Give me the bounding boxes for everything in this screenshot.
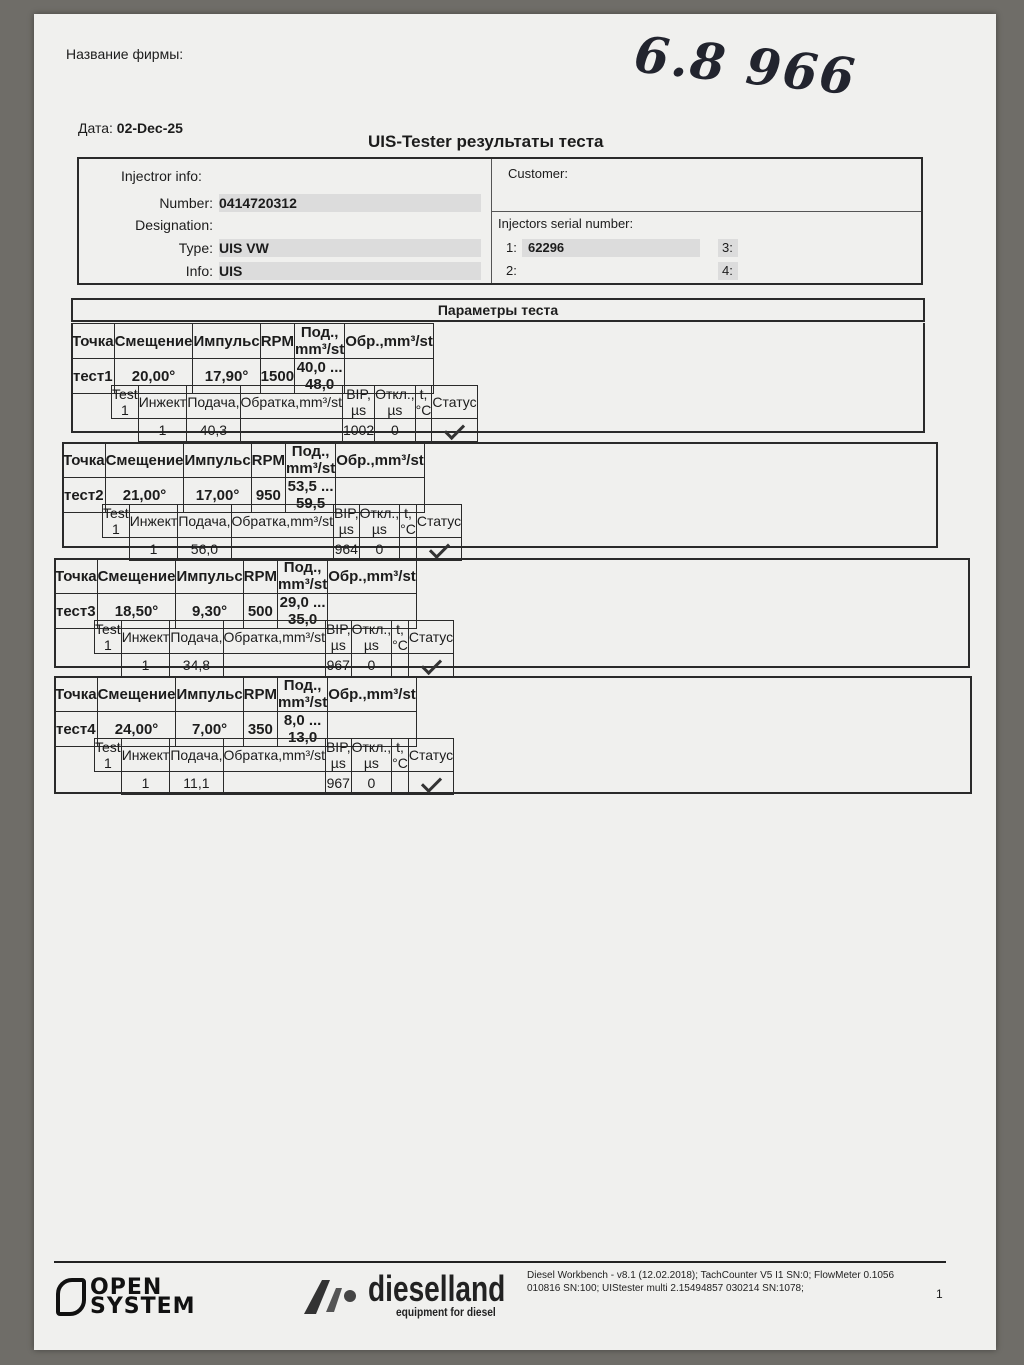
- param-pulse: 17,00°: [184, 478, 251, 513]
- result-backflow: [223, 772, 325, 795]
- customer-row: [492, 159, 921, 212]
- column-header: Смещение: [97, 677, 176, 712]
- column-header: Обр.,mm³/st: [328, 677, 417, 712]
- result-injector: 1: [138, 419, 187, 442]
- result-value-row: [95, 654, 454, 677]
- result-deviation: 0: [375, 419, 416, 442]
- type-value: UIS VW: [219, 240, 269, 256]
- result-supply: 40,3: [187, 419, 240, 442]
- result-column-header: Откл., µs: [359, 505, 400, 537]
- checkmark-icon: [420, 654, 441, 675]
- result-column-header: Инжект: [121, 739, 170, 772]
- param-offset: 24,00°: [97, 712, 176, 747]
- param-pulse: 9,30°: [176, 594, 243, 629]
- column-header: Точка: [55, 559, 98, 594]
- result-column-header: Откл., µs: [351, 739, 392, 771]
- column-header: Под., mm³/st: [295, 324, 345, 358]
- result-deviation: 0: [351, 772, 392, 795]
- column-header: Точка: [63, 443, 106, 478]
- result-temp: [415, 419, 432, 442]
- param-rpm: 500: [243, 594, 277, 629]
- test-result-table: [94, 738, 454, 795]
- software-info: Diesel Workbench - v8.1 (12.02.2018); TachCounter V5 I1 SN:0; FlowMeter 0.1056 010816 SN:100; UIStester multi 2.15494857 030214 SN:1078;: [527, 1270, 895, 1294]
- result-column-header: Откл., µs: [351, 621, 392, 653]
- date-value: 02-Dec-25: [116, 120, 183, 136]
- result-backflow: [223, 654, 325, 677]
- result-temp: [392, 654, 409, 677]
- param-delivery: 8,0 ... 13,0: [278, 712, 328, 747]
- param-point: тест4: [55, 712, 98, 747]
- param-delivery: 53,5 ... 59,5: [286, 478, 336, 513]
- checkmark-icon: [428, 538, 449, 559]
- column-header: RPM: [260, 324, 294, 359]
- result-bip: 967: [325, 772, 351, 795]
- result-spacer: [112, 419, 139, 442]
- result-temp: [392, 772, 409, 795]
- result-status: [408, 772, 453, 795]
- customer-panel: [492, 159, 921, 283]
- test-sub-label: Test 1: [112, 386, 138, 418]
- result-column-header: Обратка,mm³/st: [223, 621, 325, 654]
- result-injector: 1: [121, 772, 170, 795]
- param-offset: 18,50°: [97, 594, 176, 629]
- result-column-header: t,°C: [400, 505, 416, 537]
- result-injector: 1: [129, 538, 178, 561]
- result-column-header: Статус: [408, 621, 453, 654]
- column-header: RPM: [243, 677, 277, 712]
- result-column-header: Подача,: [187, 386, 240, 419]
- serials-label: Injectors serial number:: [498, 216, 634, 231]
- column-header: Обр.,mm³/st: [328, 559, 417, 594]
- result-column-header: Подача,: [178, 505, 231, 538]
- column-header: Импульс: [176, 677, 243, 712]
- dieselland-logo-icon: [300, 1276, 358, 1316]
- open-system-line2: SYSTEM: [90, 1294, 196, 1319]
- result-column-header: Подача,: [170, 621, 223, 654]
- test-sub-label: Test 1: [95, 739, 121, 771]
- test-result-table: [102, 504, 462, 561]
- test-result-table: [94, 620, 454, 677]
- param-rpm: 350: [243, 712, 277, 747]
- footer-divider: [54, 1261, 946, 1263]
- result-column-header: Инжект: [121, 621, 170, 654]
- params-header-row: [55, 677, 417, 712]
- checkmark-icon: [444, 419, 465, 440]
- param-point: тест3: [55, 594, 98, 629]
- result-column-header: BIP, µs: [325, 739, 351, 771]
- result-supply: 56,0: [178, 538, 231, 561]
- page-number: 1: [936, 1287, 943, 1301]
- result-column-header: BIP, µs: [342, 386, 374, 419]
- result-deviation: 0: [351, 654, 392, 677]
- column-header: Обр.,mm³/st: [336, 443, 425, 478]
- info-shade: [219, 262, 481, 280]
- result-bip: 964: [333, 538, 359, 561]
- param-point: тест2: [63, 478, 106, 513]
- result-column-header: BIP, µs: [325, 621, 351, 653]
- param-point: тест1: [72, 359, 115, 394]
- column-header: Обр.,mm³/st: [345, 324, 434, 359]
- param-pulse: 17,90°: [193, 359, 260, 394]
- serial2-label: 2:: [506, 263, 517, 278]
- serial1-label: 1:: [506, 240, 517, 255]
- result-column-header: Обратка,mm³/st: [240, 386, 342, 419]
- test-sub-label: Test 1: [95, 621, 121, 653]
- test-sub-label: Test 1: [103, 505, 129, 537]
- column-header: RPM: [251, 443, 285, 478]
- param-rpm: 950: [251, 478, 285, 513]
- result-column-header: Статус: [432, 386, 477, 419]
- designation-label: Designation:: [135, 217, 213, 233]
- result-status: [408, 654, 453, 677]
- result-injector: 1: [121, 654, 170, 677]
- column-header: Смещение: [97, 559, 176, 594]
- document-page: [34, 14, 996, 1350]
- result-supply: 11,1: [170, 772, 223, 795]
- result-bip: 1002: [342, 419, 374, 442]
- serial4-label: 4:: [722, 263, 733, 278]
- test-params-table: [71, 323, 434, 394]
- open-system-logo: [56, 1275, 196, 1319]
- param-rpm: 1500: [260, 359, 294, 394]
- param-delivery: 29,0 ... 35,0: [278, 594, 328, 629]
- column-header: Импульс: [193, 324, 260, 359]
- dieselland-brand: dieselland: [368, 1268, 506, 1309]
- column-header: Смещение: [114, 324, 193, 359]
- result-supply: 34,8: [170, 654, 223, 677]
- result-column-header: t,°C: [392, 621, 408, 653]
- result-column-header: t,°C: [392, 739, 408, 771]
- result-column-header: Обратка,mm³/st: [223, 739, 325, 772]
- test-params-table: [54, 676, 417, 747]
- date-label: Дата:: [78, 120, 113, 136]
- result-backflow: [240, 419, 342, 442]
- column-header: Импульс: [176, 559, 243, 594]
- number-value: 0414720312: [219, 195, 297, 211]
- customer-label: Customer:: [508, 166, 568, 181]
- param-delivery: 40,0 ... 48,0: [295, 359, 345, 394]
- result-column-header: t,°C: [415, 386, 432, 418]
- document-title: UIS-Tester результаты теста: [368, 132, 604, 151]
- test-result-table: [111, 385, 478, 442]
- result-header-row: [103, 505, 462, 538]
- result-header-row: [95, 739, 454, 772]
- column-header: Точка: [55, 677, 98, 712]
- result-deviation: 0: [359, 538, 400, 561]
- column-header: Под., mm³/st: [278, 677, 328, 711]
- result-column-header: Инжект: [138, 386, 187, 419]
- dieselland-tagline: equipment for diesel: [396, 1305, 496, 1319]
- result-value-row: [112, 419, 478, 442]
- result-header-row: [112, 386, 478, 419]
- column-header: RPM: [243, 559, 277, 594]
- params-title: Параметры теста: [71, 298, 925, 322]
- result-column-header: Статус: [408, 739, 453, 772]
- result-column-header: Обратка,mm³/st: [231, 505, 333, 538]
- result-column-header: Подача,: [170, 739, 223, 772]
- result-column-header: Статус: [416, 505, 461, 538]
- params-header-row: [55, 559, 417, 594]
- column-header: Смещение: [105, 443, 184, 478]
- result-status: [432, 419, 477, 442]
- date-line: [78, 120, 183, 136]
- injector-info-heading: Injectror info:: [121, 168, 202, 184]
- serial3-label: 3:: [722, 240, 733, 255]
- company-name-label: Название фирмы:: [66, 46, 184, 62]
- checkmark-icon: [420, 772, 441, 793]
- number-label: Number:: [159, 195, 213, 211]
- info-value: UIS: [219, 263, 243, 279]
- params-header-row: [72, 324, 434, 359]
- result-column-header: Инжект: [129, 505, 178, 538]
- result-column-header: BIP, µs: [333, 505, 359, 537]
- param-offset: 21,00°: [105, 478, 184, 513]
- column-header: Под., mm³/st: [286, 443, 336, 477]
- info-label: Info:: [185, 263, 213, 279]
- injector-info-panel: [79, 159, 492, 283]
- result-value-row: [95, 772, 454, 795]
- result-spacer: [95, 772, 122, 795]
- open-system-line1: OPEN: [90, 1275, 163, 1300]
- test-params-table: [54, 558, 417, 629]
- param-offset: 20,00°: [114, 359, 193, 394]
- injector-info-box: [77, 157, 923, 285]
- result-bip: 967: [325, 654, 351, 677]
- param-pulse: 7,00°: [176, 712, 243, 747]
- column-header: Под., mm³/st: [278, 559, 328, 593]
- handwritten-number: 6.8 966: [631, 24, 860, 107]
- column-header: Импульс: [184, 443, 251, 478]
- serial1-value: 62296: [528, 240, 565, 255]
- open-system-mark-icon: [56, 1278, 86, 1316]
- params-header-row: [63, 443, 425, 478]
- type-label: Type:: [178, 240, 213, 256]
- result-spacer: [95, 654, 122, 677]
- column-header: Точка: [72, 324, 115, 359]
- result-column-header: Откл., µs: [375, 386, 415, 418]
- result-header-row: [95, 621, 454, 654]
- test-params-table: [62, 442, 425, 513]
